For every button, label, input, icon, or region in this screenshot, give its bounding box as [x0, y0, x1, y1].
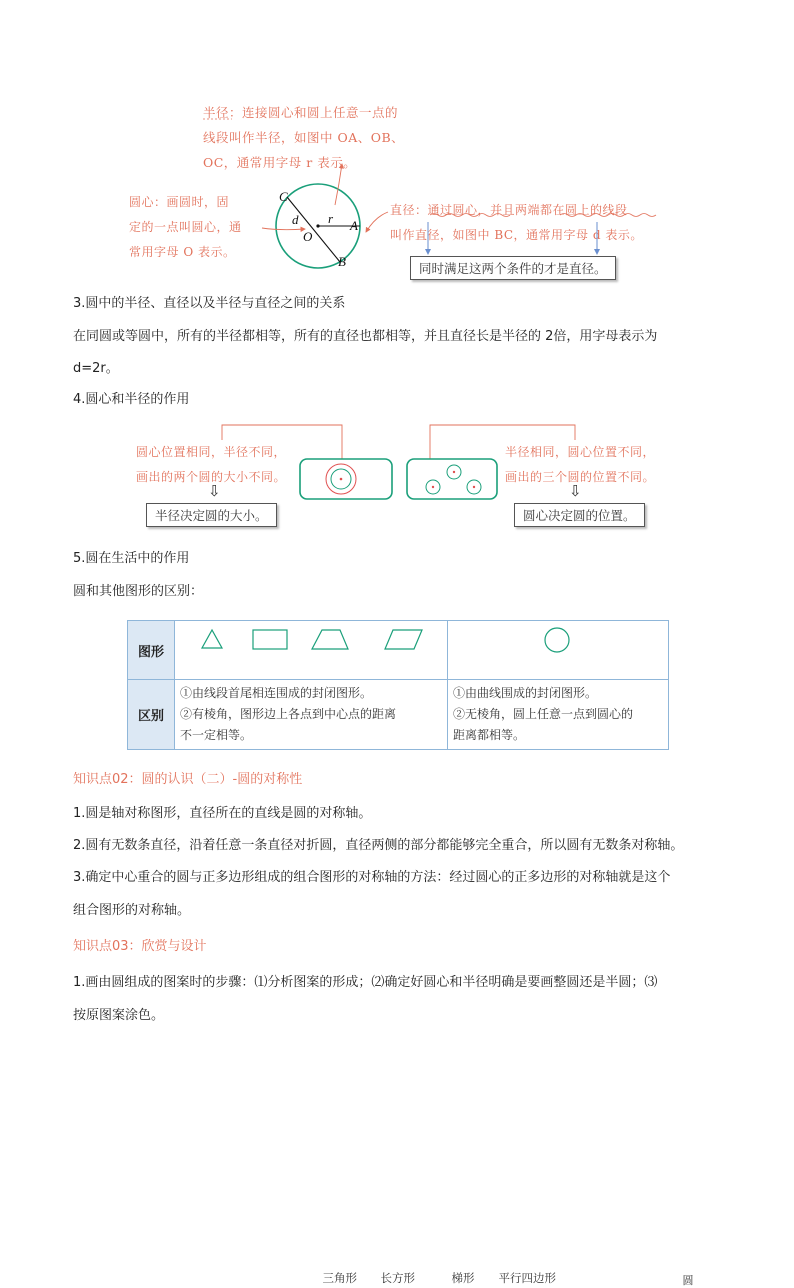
kp02-p3a: 3.确定中心重合的圆与正多边形组成的组合图形的对称轴的方法：经过圆心的正多边形的对称轴就是这个 — [73, 870, 671, 885]
down-arrow-icon: ⇩ — [208, 482, 221, 500]
circle-figure — [0, 0, 794, 290]
circle-difference-cell — [448, 680, 669, 750]
kp03-p1a: 1.画由圆组成的图案时的步骤：⑴分析图案的形成；⑵确定好圆心和半径明确是要画整圆还是半圆；⑶ — [73, 975, 658, 990]
small-circle-center — [432, 486, 434, 488]
kp03-p1b: 按原图案涂色。 — [73, 1008, 165, 1023]
shared-center-dot — [340, 478, 343, 481]
label-r: r — [328, 211, 334, 226]
rectangle-icon — [253, 630, 287, 649]
table-row — [128, 680, 669, 750]
center-radius-diagram — [0, 415, 794, 535]
diameter-wavy-underline — [430, 214, 510, 217]
parallelogram-icon — [385, 630, 422, 649]
polygon-difference — [176, 681, 446, 748]
right-conclusion-box: 圆心决定圆的位置。 — [514, 503, 645, 527]
polygon-shapes — [176, 622, 446, 674]
diameter-note-line: 直径：通过圆心，并且两端都在圆上的线段 — [390, 203, 628, 217]
difference-line: ②无棱角，圆上任意一点到圆心的 — [453, 707, 634, 721]
shape-label-trapezoid: 梯形 — [451, 1270, 475, 1285]
small-circle-center — [473, 486, 475, 488]
shape-label-circle: 圆 — [682, 1273, 694, 1287]
kp02-p1: 1.圆是轴对称图形，直径所在的直线是圆的对称轴。 — [73, 806, 372, 821]
diameter-condition-box: 同时满足这两个条件的才是直径。 — [410, 256, 616, 280]
section3-line1: 在同圆或等圆中，所有的半径都相等，所有的直径也都相等，并且直径长是半径的 2倍，用字母表示为 — [73, 329, 658, 344]
shape-label-triangle: 三角形 — [322, 1270, 357, 1285]
diameter-note-line: 叫作直径，如图中 BC，通常用字母 d 表示。 — [390, 228, 643, 242]
circle-icon — [545, 628, 569, 652]
section5-subtitle: 圆和其他图形的区别： — [73, 584, 204, 599]
label-O: O — [303, 229, 313, 244]
right-note-line: 半径相同，圆心位置不同， — [505, 445, 656, 459]
center-note-line: 定的一点叫圆心，通 — [129, 220, 242, 234]
label-d: d — [292, 212, 299, 227]
row-header-shapes: 图形 — [128, 621, 175, 680]
radius-note-line: 半径：连接圆心和圆上任意一点的 — [203, 105, 399, 120]
label-A: A — [350, 218, 358, 233]
label-B: B — [338, 254, 346, 269]
center-dot — [316, 224, 319, 227]
radius-pointer-arrow — [335, 164, 342, 205]
shape-label-parallelogram: 平行四边形 — [498, 1270, 556, 1285]
circle-difference — [449, 681, 667, 748]
section3-title: 3.圆中的半径、直径以及半径与直径之间的关系 — [73, 296, 346, 311]
small-circle-center — [453, 471, 455, 473]
left-conclusion-box: 半径决定圆的大小。 — [146, 503, 277, 527]
difference-line: 不一定相等。 — [180, 728, 253, 742]
center-note-line: 常用字母 O 表示。 — [129, 245, 236, 259]
difference-line: ①由线段首尾相连围成的封闭图形。 — [180, 686, 373, 700]
label-C: C — [279, 189, 288, 204]
trapezoid-icon — [312, 630, 348, 649]
diameter-pointer-arrow — [366, 212, 388, 232]
circle-shape — [449, 622, 667, 674]
shape-label-rectangle: 长方形 — [380, 1270, 415, 1285]
row-header-difference: 区别 — [128, 680, 175, 750]
right-note-line: 画出的三个圆的位置不同。 — [505, 470, 656, 484]
center-pointer-arrow — [262, 228, 305, 230]
left-note-line: 圆心位置相同，半径不同， — [136, 445, 287, 459]
section4-title: 4.圆心和半径的作用 — [73, 392, 190, 407]
kp02-p3b: 组合图形的对称轴。 — [73, 903, 191, 918]
section5-title: 5.圆在生活中的作用 — [73, 551, 190, 566]
table-row — [128, 621, 669, 680]
difference-line: ①由曲线围成的封闭图形。 — [453, 686, 598, 700]
radius-note-line: 线段叫作半径，如图中 OA、OB、 — [203, 130, 405, 145]
center-note-line: 圆心：画圆时，固 — [129, 195, 230, 209]
kp02-p2: 2.圆有无数条直径，沿着任意一条直径对折圆，直径两侧的部分都能够完全重合，所以圆有无数条对称轴。 — [73, 838, 684, 853]
polygon-difference-cell — [175, 680, 448, 750]
diameter-wavy-underline — [560, 214, 656, 217]
kp02-title: 知识点02：圆的认识（二）-圆的对称性 — [73, 772, 303, 787]
difference-line: ②有棱角，图形边上各点到中心点的距离 — [180, 707, 397, 721]
section3-line2: d=2r。 — [73, 361, 119, 376]
radius-note-line: OC，通常用字母 r 表示。 — [203, 155, 357, 170]
triangle-icon — [202, 630, 222, 648]
difference-line: 距离都相等。 — [453, 728, 526, 742]
down-arrow-icon: ⇩ — [569, 482, 582, 500]
left-note-line: 画出的两个圆的大小不同。 — [136, 470, 287, 484]
kp03-title: 知识点03：欣赏与设计 — [73, 939, 207, 954]
